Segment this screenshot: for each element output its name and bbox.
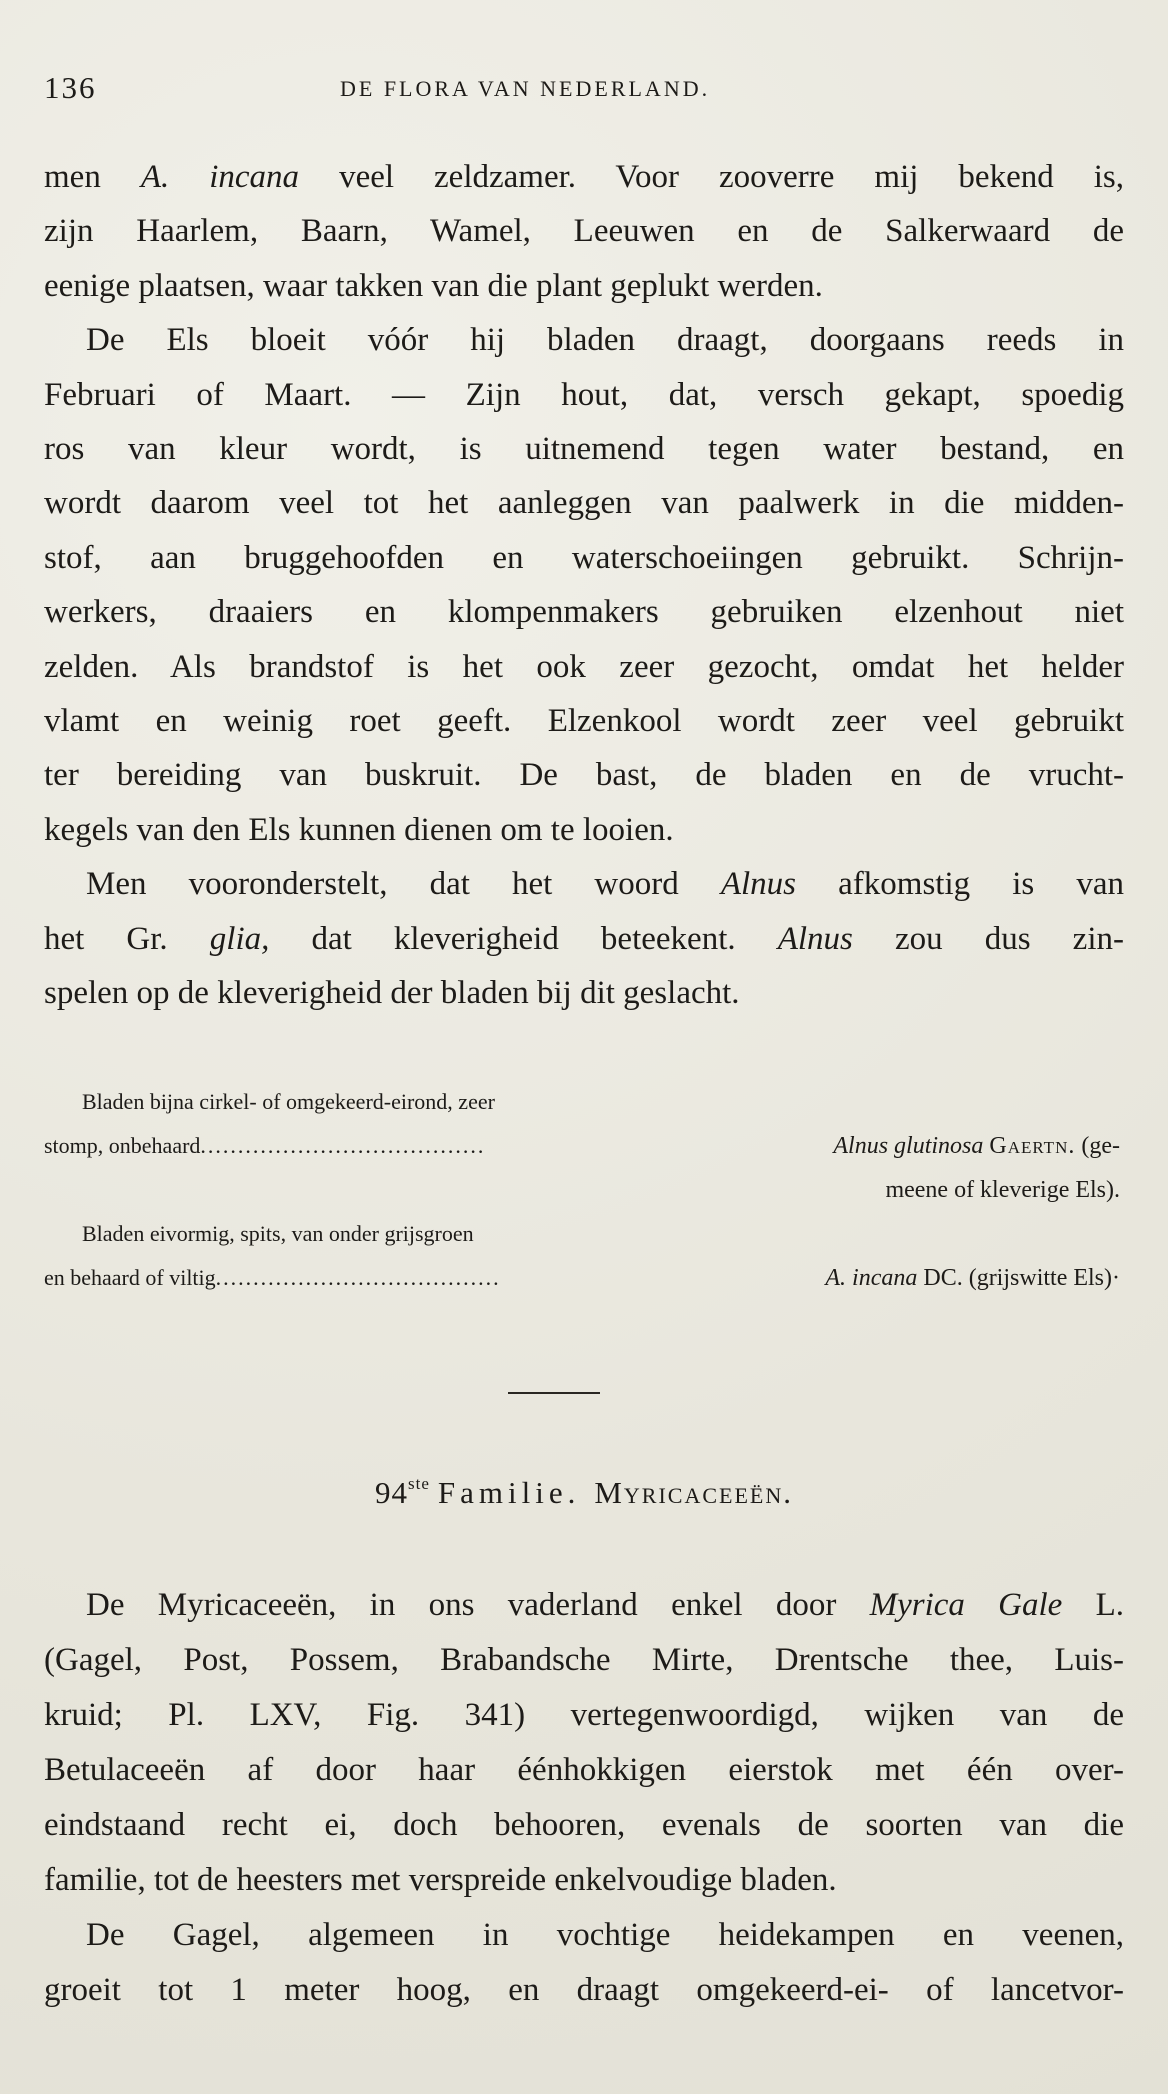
text-line: familie, tot de heesters met verspreide enkelvoudige bladen. [44,1862,837,1898]
key-row [44,1168,1124,1212]
paragraph-myricaceae [44,1578,1124,1908]
text-line: De Myricaceeën, in ons vaderland enkel door Myrica Gale L. [86,1587,1124,1623]
dot-leader: ...................................... [200,1133,486,1158]
text-line: wordt daarom veel tot het aanleggen van paalwerk in die midden- [44,485,1124,522]
text-line: eindstaand recht ei, doch behooren, evenals de soorten van die [44,1807,1124,1843]
key-row [44,1256,1124,1300]
identification-key [44,1080,1124,1300]
running-head: DE FLORA VAN NEDERLAND. [340,76,711,101]
section-divider [508,1392,600,1394]
text-line: kegels van den Els kunnen dienen om te looien. [44,811,674,848]
text-line: Februari of Maart. — Zijn hout, dat, versch gekapt, spoedig [44,376,1124,413]
key-result-continued: meene of kleverige Els). [885,1177,1120,1203]
key-result: A. incana DC. (grijswitte Els)· [825,1265,1120,1291]
paragraph-gagel [44,1908,1124,2018]
text-line: Betulaceeën af door haar éénhokkigen eierstok met één over- [44,1752,1124,1788]
paragraph-els-uses [44,313,1124,857]
page-header [44,70,1124,110]
main-text-continued [44,1578,1124,2018]
key-result: Alnus glutinosa Gaertn. (ge- [833,1133,1120,1159]
text-line: ros van kleur wordt, is uitnemend tegen water bestand, en [44,431,1124,468]
family-name: Myricaceeën. [594,1475,793,1510]
ordinal-suffix: ste [408,1474,430,1493]
text-line: stof, aan bruggehoofden en waterschoeiingen gebruikt. Schrijn- [44,539,1124,576]
text-line: ter bereiding van buskruit. De bast, de bladen en de vrucht- [44,757,1124,794]
text-line: eenige plaatsen, waar takken van die plant geplukt werden. [44,267,823,304]
paragraph-incana-locations [44,150,1124,313]
text-line: (Gagel, Post, Possem, Brabandsche Mirte, Drentsche thee, Luis- [44,1642,1124,1678]
genus-name: Alnus [720,866,797,903]
species-name: A. incana [140,159,300,195]
dot-leader: ...................................... [215,1265,501,1290]
family-word: Familie. [437,1475,581,1510]
author-name: Gaertn. [989,1133,1076,1159]
greek-word: glia, [209,920,270,957]
text-line: kruid; Pl. LXV, Fig. 341) vertegenwoordigd, wijken van de [44,1697,1124,1733]
species-name: Alnus glutinosa [833,1133,984,1159]
key-row [44,1212,1124,1256]
family-number: 94 [375,1475,408,1510]
text-line: Men vooronderstelt, dat het woord Alnus afkomstig is van [86,866,1124,903]
page-number: 136 [44,70,97,105]
main-text [44,150,1124,1021]
text-line: De Els bloeit vóór hij bladen draagt, doorgaans reeds in [86,322,1124,359]
key-row [44,1124,1124,1168]
text-line: zijn Haarlem, Baarn, Wamel, Leeuwen en de Salkerwaard de [44,213,1124,250]
text-line: spelen op de kleverigheid der bladen bij dit geslacht. [44,975,740,1012]
key-description: stomp, onbehaard...................................... [44,1133,486,1158]
text-line: vlamt en weinig roet geeft. Elzenkool wordt zeer veel gebruikt [44,703,1124,740]
key-description: en behaard of viltig...................................... [44,1265,501,1290]
text-line: De Gagel, algemeen in vochtige heidekampen en veenen, [86,1917,1124,1953]
species-name: A. incana [825,1265,918,1291]
key-row [44,1080,1124,1124]
paragraph-etymology [44,857,1124,1020]
key-description: Bladen eivormig, spits, van onder grijsgroen [82,1221,474,1246]
species-name: Myrica Gale [869,1587,1063,1623]
text-line: werkers, draaiers en klompenmakers gebruiken elzenhout niet [44,594,1124,631]
text-line: zelden. Als brandstof is het ook zeer gezocht, omdat het helder [44,648,1124,685]
text-line: het Gr. glia, dat kleverigheid beteekent. Alnus zou dus zin- [44,920,1124,957]
family-heading [0,1474,1168,1511]
text-line: men A. incana veel zeldzamer. Voor zooverre mij bekend is, [44,159,1124,195]
genus-name: Alnus [777,920,853,957]
key-description: Bladen bijna cirkel- of omgekeerd-eirond, zeer [82,1089,495,1114]
text-line: groeit tot 1 meter hoog, en draagt omgekeerd-ei- of lancetvor- [44,1972,1124,2008]
